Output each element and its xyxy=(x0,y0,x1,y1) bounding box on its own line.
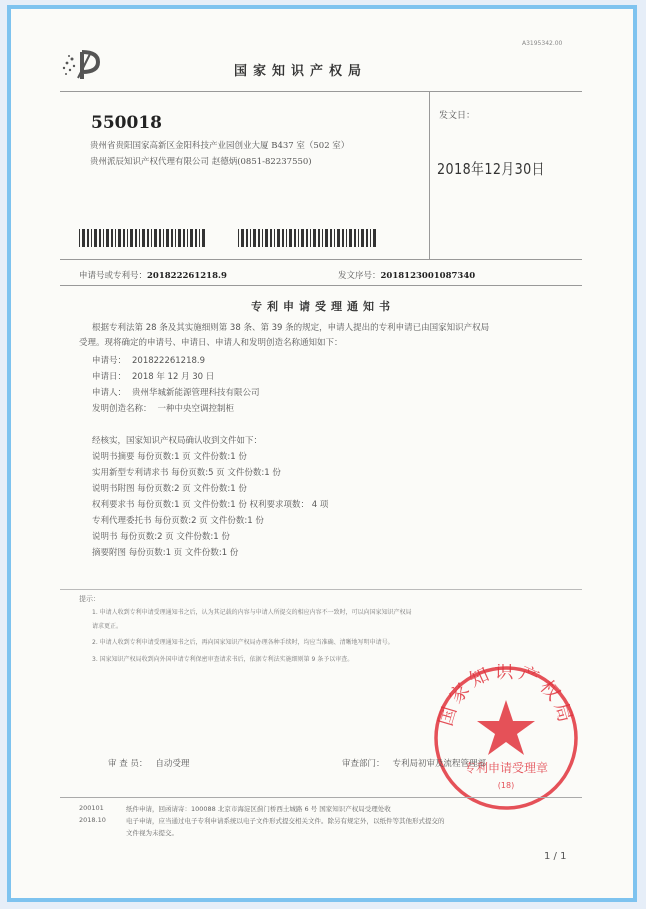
barcode-bar xyxy=(123,229,125,247)
examiner-label: 审 查 员： xyxy=(108,759,148,769)
header-divider xyxy=(60,91,582,92)
barcode-bar xyxy=(99,229,101,247)
barcode-bar xyxy=(265,229,268,247)
barcode-bar xyxy=(349,229,352,247)
review-dept-row xyxy=(342,758,486,771)
footer-line3: 文件视为未提交。 xyxy=(126,829,178,837)
barcode-bar xyxy=(246,229,248,247)
barcode-bar xyxy=(154,229,157,247)
intro-line2: 受理。现将确定的申请号、申请日、申请人和发明创造名称通知如下： xyxy=(79,338,343,348)
reference-top-divider xyxy=(60,259,582,260)
field-invention-name: 发明创造名称： 一种中央空调控制柜 xyxy=(92,404,235,414)
field-applicant: 申请人： 贵州华城新能源管理科技有限公司 xyxy=(92,388,260,398)
barcode-bar xyxy=(159,229,161,247)
barcode-bar xyxy=(94,229,97,247)
barcode-bar xyxy=(250,229,251,247)
barcode-bar xyxy=(310,229,311,247)
barcode-bar xyxy=(337,229,340,247)
barcode-bar xyxy=(277,229,280,247)
barcode-bar xyxy=(322,229,323,247)
svg-text:专利申请受理章: 专利申请受理章 xyxy=(463,761,549,775)
note-item: 3. 国家知识产权局收到向外国申请专利保密审查请求书后，依据专利法实施细则第 9 条予以审查。 xyxy=(92,656,354,663)
field-app-date: 申请日： 2018 年 12 月 30 日 xyxy=(92,372,215,382)
barcode-bar xyxy=(171,229,173,247)
barcode-bar xyxy=(187,229,188,247)
office-name: 国家知识产权局 xyxy=(234,64,368,79)
doc-code: A3195342.00 xyxy=(522,40,563,47)
barcode-bar xyxy=(183,229,185,247)
footer-code2: 2018.10 xyxy=(79,816,106,824)
cnipa-logo-icon xyxy=(60,48,106,82)
barcode-bar xyxy=(301,229,304,247)
barcode-bar xyxy=(325,229,328,247)
barcode-bar xyxy=(241,229,244,247)
barcode-bar xyxy=(175,229,176,247)
doc-item: 说明书附图 每份页数:2 页 文件份数:1 份 xyxy=(92,484,247,494)
barcode-bar xyxy=(330,229,332,247)
barcode-bar xyxy=(115,229,116,247)
barcode-bar xyxy=(342,229,344,247)
barcode-bar xyxy=(91,229,92,247)
notes-title: 提示： xyxy=(79,595,100,603)
footer-divider xyxy=(60,797,582,798)
barcode-right xyxy=(238,229,376,247)
recipient-address-line2: 贵州派辰知识产权代理有限公司 赵德炳(0851-82237550) xyxy=(90,157,312,167)
serial-number-label: 发文序号： xyxy=(338,271,381,281)
barcode-bar xyxy=(106,229,109,247)
serial-number: 2018123001087340 xyxy=(380,271,476,281)
barcode-bar xyxy=(346,229,347,247)
docs-intro: 经核实，国家知识产权局确认收到文件如下： xyxy=(92,436,263,446)
doc-item: 说明书 每份页数:2 页 文件份数:1 份 xyxy=(92,532,230,542)
barcode-bar xyxy=(147,229,149,247)
doc-item: 权利要求书 每份页数:1 页 文件份数:1 份 权利要求项数： 4 项 xyxy=(92,500,329,510)
barcode-bar xyxy=(202,229,205,247)
barcode-bar xyxy=(294,229,296,247)
footer-code1: 200101 xyxy=(79,804,104,812)
doc-item: 实用新型专利请求书 每份页数:5 页 文件份数:1 份 xyxy=(92,468,281,478)
intro-line1: 根据专利法第 28 条及其实施细则第 38 条、第 39 条的规定，申请人提出的专利申请已由国家知识产权局 xyxy=(92,323,490,333)
barcode-bar xyxy=(195,229,197,247)
note-item: 1. 申请人收到专利申请受理通知书之后，认为其记载的内容与申请人所提交的相应内容不一致时，可以向国家知识产权局 xyxy=(92,609,412,616)
recipient-address-line1: 贵州省贵阳国家高新区金阳科技产业园创业大厦 B437 室（502 室） xyxy=(90,141,350,151)
barcode-bar xyxy=(262,229,263,247)
barcode-bar xyxy=(282,229,284,247)
svg-text:(18): (18) xyxy=(497,781,515,790)
barcode-bar xyxy=(306,229,308,247)
barcode-bar xyxy=(354,229,356,247)
footer-line2: 电子申请，应当通过电子专利申请系统以电子文件形式提交相关文件。除另有规定外，以纸件等其他形式提交的 xyxy=(126,817,445,825)
barcode-bar xyxy=(358,229,359,247)
barcode-bar xyxy=(79,229,80,247)
notice-title: 专利申请受理通知书 xyxy=(251,300,395,313)
date-column-divider xyxy=(429,91,430,259)
barcode-bar xyxy=(82,229,85,247)
note-item: 2. 申请人收到专利申请受理通知书之后，再向国家知识产权局办理各种手续时，均应当准确、清晰地写明申请号。 xyxy=(92,639,394,646)
barcode-bar xyxy=(253,229,256,247)
doc-item: 说明书摘要 每份页数:1 页 文件份数:1 份 xyxy=(92,452,247,462)
barcode-bar xyxy=(370,229,371,247)
dispatch-date-label: 发文日： xyxy=(439,111,476,121)
application-number-label: 申请号或专利号： xyxy=(79,271,148,281)
examiner-value: 自动受理 xyxy=(155,759,190,769)
barcode-bar xyxy=(361,229,364,247)
barcode-bar xyxy=(199,229,200,247)
page-number: 1 / 1 xyxy=(544,851,567,862)
barcode-bar xyxy=(118,229,121,247)
serial-number-row xyxy=(338,269,475,281)
barcode-bar xyxy=(318,229,320,247)
barcode-bar xyxy=(274,229,275,247)
barcode-bar xyxy=(87,229,89,247)
barcode-bar xyxy=(366,229,368,247)
notes-divider xyxy=(60,589,582,590)
barcode-bar xyxy=(373,229,376,247)
application-number-row xyxy=(79,269,227,281)
footer-line1: 纸件申请，回函请寄：100088 北京市海淀区蓟门桥西土城路 6 号 国家知识产权局受理处收 xyxy=(126,805,391,813)
recipient-postcode: 550018 xyxy=(91,113,162,133)
barcode-bar xyxy=(111,229,113,247)
svg-text:国家知识产权局: 国家知识产权局 xyxy=(434,664,578,729)
barcode-bar xyxy=(289,229,292,247)
note-item: 请求更正。 xyxy=(92,623,123,630)
doc-item: 摘要附图 每份页数:1 页 文件份数:1 份 xyxy=(92,548,239,558)
review-dept-value: 专利局初审及流程管理部 xyxy=(392,759,487,769)
barcode-bar xyxy=(166,229,169,247)
barcode-bar xyxy=(258,229,260,247)
application-number: 201822261218.9 xyxy=(147,271,227,281)
barcode-bar xyxy=(313,229,316,247)
barcode-bar xyxy=(298,229,299,247)
barcode-bar xyxy=(286,229,287,247)
doc-item: 专利代理委托书 每份页数:2 页 文件份数:1 份 xyxy=(92,516,264,526)
examiner-row xyxy=(108,758,189,771)
barcode-left xyxy=(79,229,207,247)
dispatch-date: 2018年12月30日 xyxy=(437,160,545,178)
official-seal-stamp xyxy=(432,664,580,812)
barcode-bar xyxy=(142,229,145,247)
reference-bottom-divider xyxy=(60,285,582,286)
barcode-bar xyxy=(103,229,104,247)
barcode-bar xyxy=(238,229,239,247)
barcode-bar xyxy=(270,229,272,247)
field-app-no: 申请号： 201822261218.9 xyxy=(92,356,206,366)
barcode-bar xyxy=(163,229,164,247)
barcode-bar xyxy=(127,229,128,247)
review-dept-label: 审查部门： xyxy=(342,759,385,769)
barcode-bar xyxy=(178,229,181,247)
barcode-bar xyxy=(190,229,193,247)
barcode-bar xyxy=(135,229,137,247)
barcode-bar xyxy=(151,229,152,247)
barcode-bar xyxy=(130,229,133,247)
barcode-bar xyxy=(334,229,335,247)
barcode-bar xyxy=(139,229,140,247)
